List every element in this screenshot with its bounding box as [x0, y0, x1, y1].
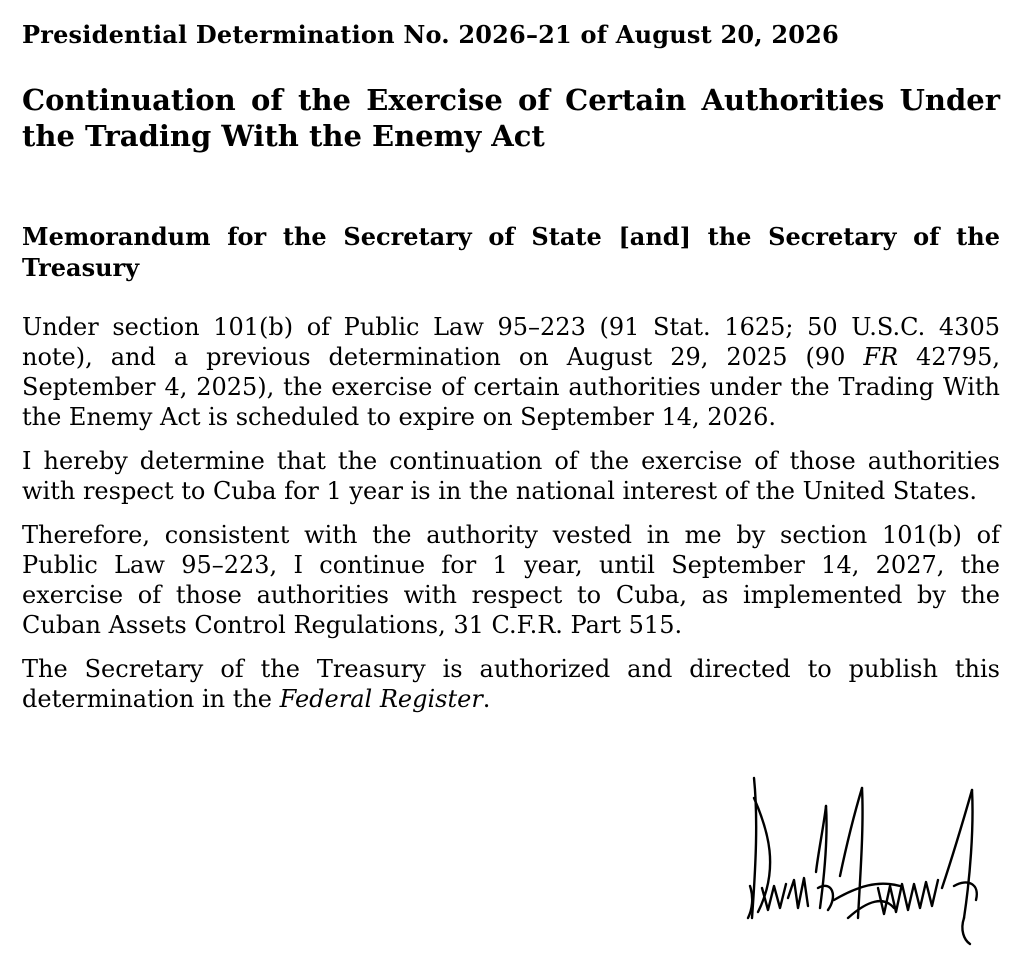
determination-number: Presidential Determination No. 2026–21 of August 20, 2026 — [22, 20, 839, 49]
paragraph-1-italic: FR — [863, 343, 899, 371]
paragraph-2: I hereby determine that the continuation of the exercise of those authorities with respect to Cuba for 1 year is in the national interest of the United States. — [22, 447, 1000, 505]
document-title: Continuation of the Exercise of Certain Authorities Under the Trading With the Enemy Act — [22, 83, 1000, 153]
paragraph-4 — [22, 654, 1000, 714]
paragraph-1-text-start: Under section 101(b) of Public Law 95–223 (91 Stat. 1625; 50 U.S.C. 4305 note), and a previous determination on August 29, 2025 (90 — [22, 313, 1000, 371]
paragraph-3: Therefore, consistent with the authority vested in me by section 101(b) of Public Law 95–223, I continue for 1 year, until September 14, 2027, the exercise of those authorities with respect to Cuba, as implemented by the Cuban Assets Control Regulations, 31 C.F.R. Part 515. — [22, 521, 1000, 639]
document-page — [22, 0, 1000, 962]
document-body — [22, 312, 1000, 728]
paragraph-1 — [22, 312, 1000, 432]
memorandum-heading: Memorandum for the Secretary of State [and] the Secretary of the Treasury — [22, 222, 1000, 282]
paragraph-1-text-end: 42795, September 4, 2025), the exercise of certain authorities under the Trading With the Enemy Act is scheduled to expire on September 14, 2026. — [22, 343, 1001, 431]
paragraph-4-text-start: The Secretary of the Treasury is authorized and directed to publish this determination in the — [22, 655, 1000, 713]
paragraph-4-italic: Federal Register — [279, 685, 483, 713]
paragraph-4-text-end: . — [482, 685, 491, 713]
handwritten-signature-icon — [728, 768, 1008, 948]
